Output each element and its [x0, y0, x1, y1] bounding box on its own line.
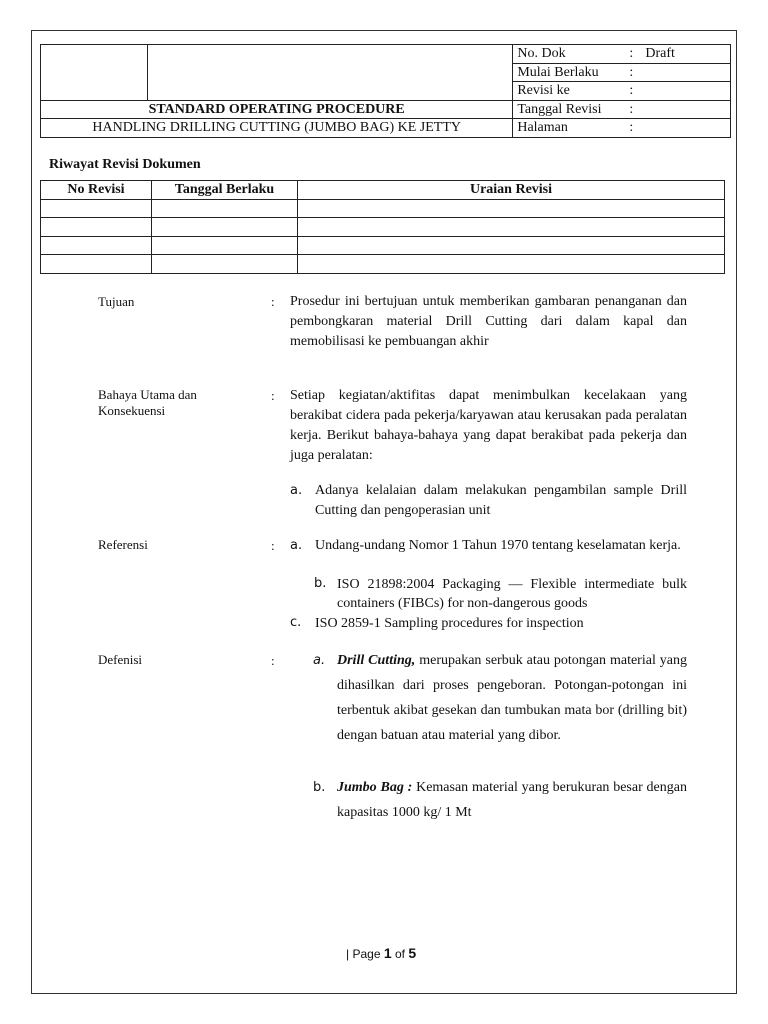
list-marker: a.: [290, 538, 303, 553]
section-label-bahaya: Bahaya Utama dan Konsekuensi: [98, 387, 197, 418]
column-header-no-revisi: No Revisi: [41, 181, 152, 200]
meta-value-no-dok: Draft: [645, 46, 675, 62]
bahaya-text: Setiap kegiatan/aktifitas dapat menimbulkan kecelakaan yang berakibat cidera pada pekerja/karyawan atau kerusakan pada peralatan kerja. Berikut bahaya-bahaya yang dapat berakibat pada pekerja dan juga peralatan:: [290, 388, 687, 463]
revision-history-table: [40, 180, 725, 274]
section-label-tujuan: Tujuan: [98, 294, 135, 309]
list-item: ISO 21898:2004 Packaging — Flexible intermediate bulk containers (FIBCs) for non-dangerous goods: [337, 577, 687, 611]
section-colon: :: [271, 388, 275, 403]
document-subtitle: HANDLING DRILLING CUTTING (JUMBO BAG) KE JETTY: [41, 119, 513, 138]
section-colon: :: [271, 653, 275, 668]
list-marker: b.: [314, 576, 327, 591]
list-marker: a.: [290, 483, 303, 498]
meta-row-tanggal-revisi: Tanggal Revisi :: [513, 100, 731, 119]
section-label-defenisi: Defenisi: [98, 652, 143, 667]
document-header-table: [40, 44, 731, 138]
table-row: [41, 218, 725, 237]
table-row: [41, 199, 725, 218]
total-page-count: 5: [408, 945, 417, 961]
meta-row-no-dok: No. Dok : Draft: [513, 45, 731, 64]
section-colon: :: [271, 294, 275, 309]
list-item: Drill Cutting, merupakan serbuk atau potongan material yang dihasilkan dari proses pengeboran. Potongan-potongan ini terbentuk akibat gesekan dan tumbukan mata bor (drilling bit) dengan batuan atau material yang dibor.: [337, 653, 687, 743]
list-marker: b.: [313, 780, 326, 795]
list-item: Undang-undang Nomor 1 Tahun 1970 tentang keselamatan kerja.: [315, 538, 681, 553]
section-label-referensi: Referensi: [98, 537, 148, 552]
list-item: Jumbo Bag : Kemasan material yang berukuran besar dengan kapasitas 1000 kg/ 1 Mt: [337, 780, 687, 820]
table-row: [41, 236, 725, 255]
list-marker: a.: [313, 653, 326, 668]
list-item: ISO 2859-1 Sampling procedures for inspection: [315, 616, 584, 631]
definition-term: Jumbo Bag :: [337, 780, 413, 795]
logo-cell: [41, 45, 148, 101]
meta-row-revisi-ke: Revisi ke :: [513, 82, 731, 101]
list-marker: c.: [290, 615, 302, 630]
page-number-footer: | Page 1 of 5: [346, 945, 417, 961]
document-title: STANDARD OPERATING PROCEDURE: [41, 100, 513, 119]
revision-header-row: [41, 181, 725, 200]
table-row: [41, 255, 725, 274]
revision-history-title: Riwayat Revisi Dokumen: [49, 157, 201, 172]
blank-header-cell: [147, 45, 512, 101]
tujuan-text: Prosedur ini bertujuan untuk memberikan gambaran penanganan dan pembongkaran material Drill Cutting dari dalam kapal dan memobilisasi ke pembuangan akhir: [290, 294, 687, 349]
current-page-number: 1: [383, 945, 392, 961]
list-item: Adanya kelalaian dalam melakukan pengambilan sample Drill Cutting dan pengoperasian unit: [315, 483, 687, 518]
definition-term: Drill Cutting,: [337, 653, 416, 668]
column-header-uraian-revisi: Uraian Revisi: [298, 181, 725, 200]
meta-row-halaman: Halaman :: [513, 119, 731, 138]
meta-row-mulai-berlaku: Mulai Berlaku :: [513, 63, 731, 82]
column-header-tanggal-berlaku: Tanggal Berlaku: [152, 181, 298, 200]
section-colon: :: [271, 538, 275, 553]
